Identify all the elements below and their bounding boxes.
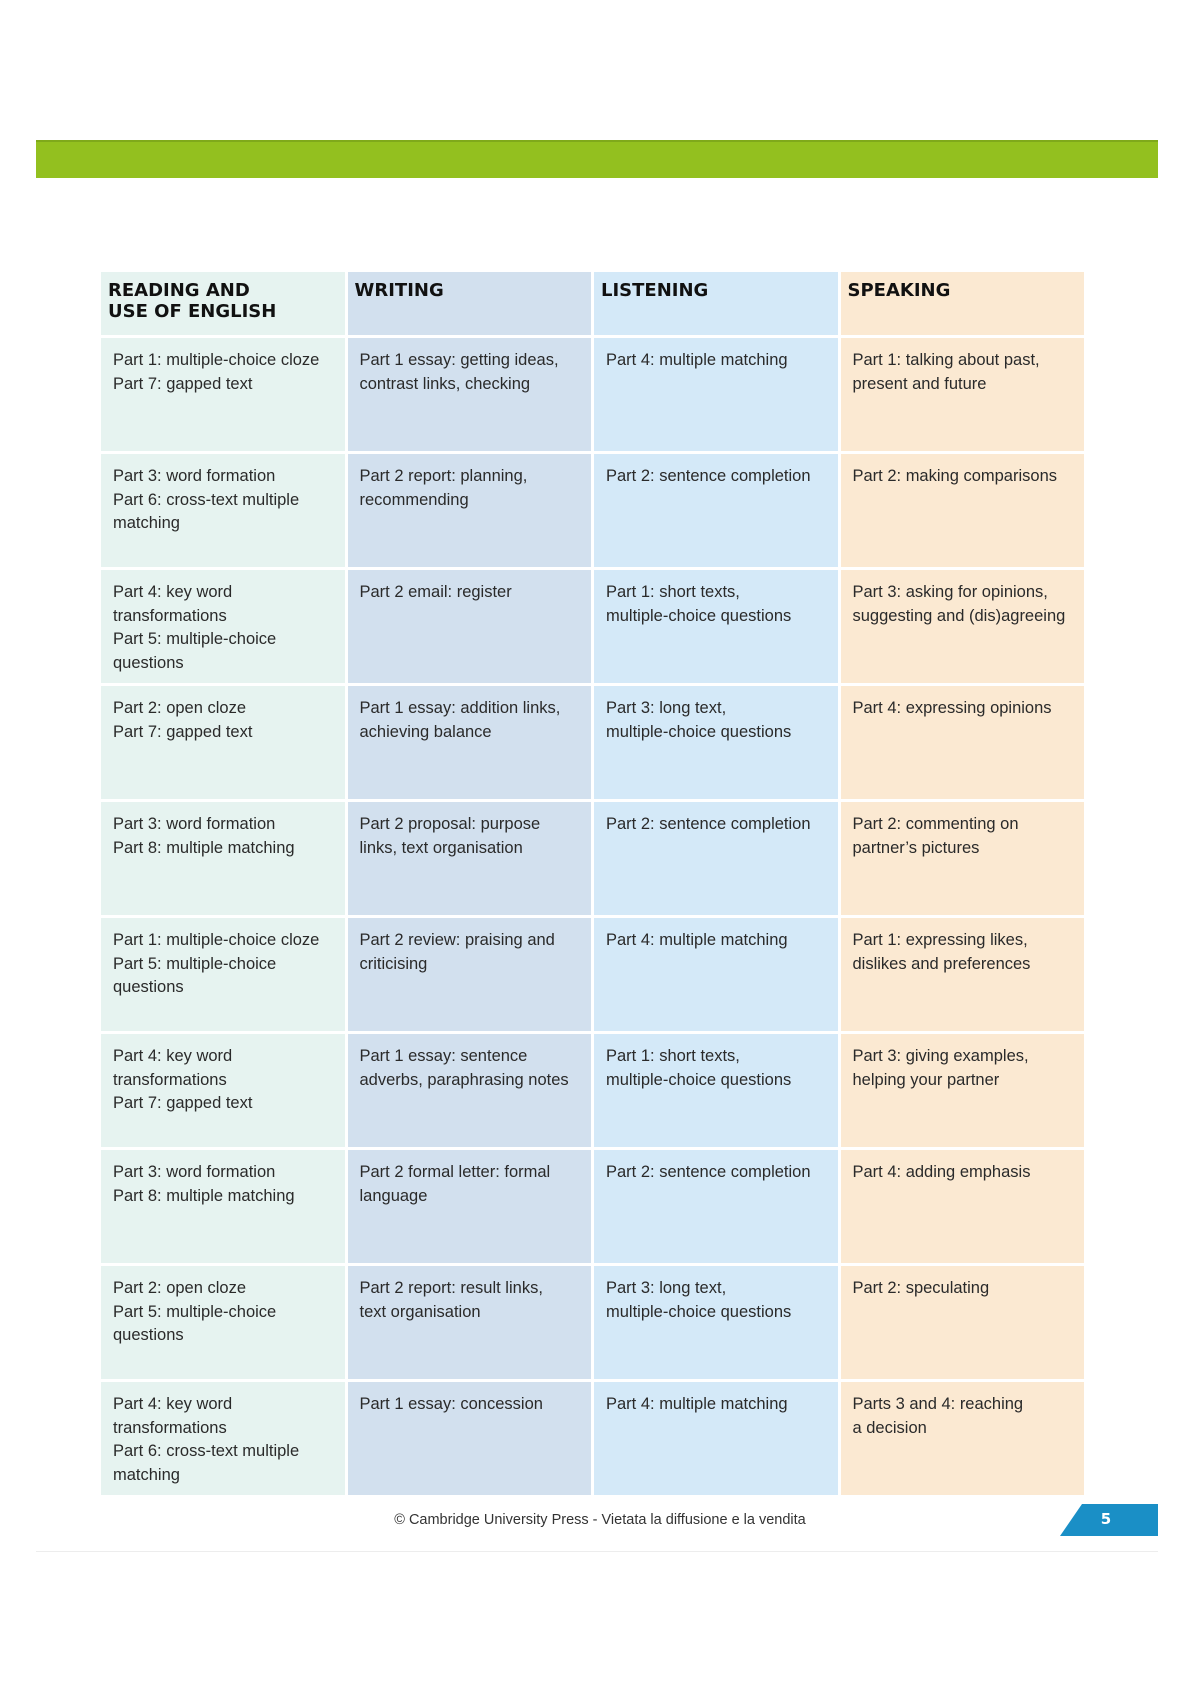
table-row [100, 801, 1086, 917]
writing-cell: Part 2 review: praising and criticising [346, 917, 593, 1033]
reading-cell: Part 3: word formation Part 8: multiple matching [100, 801, 347, 917]
table-row [100, 685, 1086, 801]
table-row [100, 1033, 1086, 1149]
speaking-cell: Part 3: giving examples, helping your partner [839, 1033, 1086, 1149]
listening-cell: Part 2: sentence completion [593, 801, 840, 917]
table-row [100, 1381, 1086, 1497]
copyright-notice: © Cambridge University Press - Vietata la diffusione e la vendita [394, 1512, 806, 1528]
speaking-cell: Part 2: speculating [839, 1265, 1086, 1381]
reading-cell: Part 4: key word transformations Part 7: gapped text [100, 1033, 347, 1149]
table-row [100, 917, 1086, 1033]
header-listening: LISTENING [593, 271, 840, 337]
listening-cell: Part 4: multiple matching [593, 1381, 840, 1497]
reading-cell: Part 3: word formation Part 6: cross-text multiple matching [100, 453, 347, 569]
listening-cell: Part 2: sentence completion [593, 453, 840, 569]
speaking-cell: Part 1: expressing likes, dislikes and preferences [839, 917, 1086, 1033]
listening-cell: Part 3: long text, multiple-choice questions [593, 685, 840, 801]
writing-cell: Part 2 report: result links, text organisation [346, 1265, 593, 1381]
listening-cell: Part 4: multiple matching [593, 917, 840, 1033]
writing-cell: Part 2 formal letter: formal language [346, 1149, 593, 1265]
writing-cell: Part 1 essay: addition links, achieving balance [346, 685, 593, 801]
header-reading-use-of-english: READING AND USE OF ENGLISH [100, 271, 347, 337]
reading-cell: Part 4: key word transformations Part 6: cross-text multiple matching [100, 1381, 347, 1497]
speaking-cell: Part 4: adding emphasis [839, 1149, 1086, 1265]
table-row [100, 1265, 1086, 1381]
speaking-cell: Part 3: asking for opinions, suggesting and (dis)agreeing [839, 569, 1086, 685]
header-color-band [36, 140, 1158, 178]
header-speaking: SPEAKING [839, 271, 1086, 337]
listening-cell: Part 3: long text, multiple-choice questions [593, 1265, 840, 1381]
listening-cell: Part 1: short texts, multiple-choice questions [593, 1033, 840, 1149]
reading-cell: Part 1: multiple-choice cloze Part 7: gapped text [100, 337, 347, 453]
reading-cell: Part 2: open cloze Part 7: gapped text [100, 685, 347, 801]
table-row [100, 453, 1086, 569]
writing-cell: Part 1 essay: getting ideas, contrast links, checking [346, 337, 593, 453]
syllabus-table [98, 269, 1087, 1498]
listening-cell: Part 2: sentence completion [593, 1149, 840, 1265]
page-number: 5 [1100, 1510, 1112, 1528]
page-number-tab [1060, 1504, 1158, 1536]
speaking-cell: Parts 3 and 4: reaching a decision [839, 1381, 1086, 1497]
speaking-cell: Part 1: talking about past, present and future [839, 337, 1086, 453]
writing-cell: Part 1 essay: concession [346, 1381, 593, 1497]
table-row [100, 1149, 1086, 1265]
speaking-cell: Part 4: expressing opinions [839, 685, 1086, 801]
speaking-cell: Part 2: making comparisons [839, 453, 1086, 569]
header-writing: WRITING [346, 271, 593, 337]
listening-cell: Part 1: short texts, multiple-choice questions [593, 569, 840, 685]
bottom-divider [36, 1551, 1158, 1552]
table-header-row [100, 271, 1086, 337]
table-row [100, 569, 1086, 685]
reading-cell: Part 1: multiple-choice cloze Part 5: multiple-choice questions [100, 917, 347, 1033]
writing-cell: Part 2 report: planning, recommending [346, 453, 593, 569]
table-row [100, 337, 1086, 453]
reading-cell: Part 4: key word transformations Part 5: multiple-choice questions [100, 569, 347, 685]
reading-cell: Part 2: open cloze Part 5: multiple-choice questions [100, 1265, 347, 1381]
speaking-cell: Part 2: commenting on partner’s pictures [839, 801, 1086, 917]
writing-cell: Part 2 email: register [346, 569, 593, 685]
reading-cell: Part 3: word formation Part 8: multiple matching [100, 1149, 347, 1265]
writing-cell: Part 1 essay: sentence adverbs, paraphrasing notes [346, 1033, 593, 1149]
writing-cell: Part 2 proposal: purpose links, text organisation [346, 801, 593, 917]
listening-cell: Part 4: multiple matching [593, 337, 840, 453]
